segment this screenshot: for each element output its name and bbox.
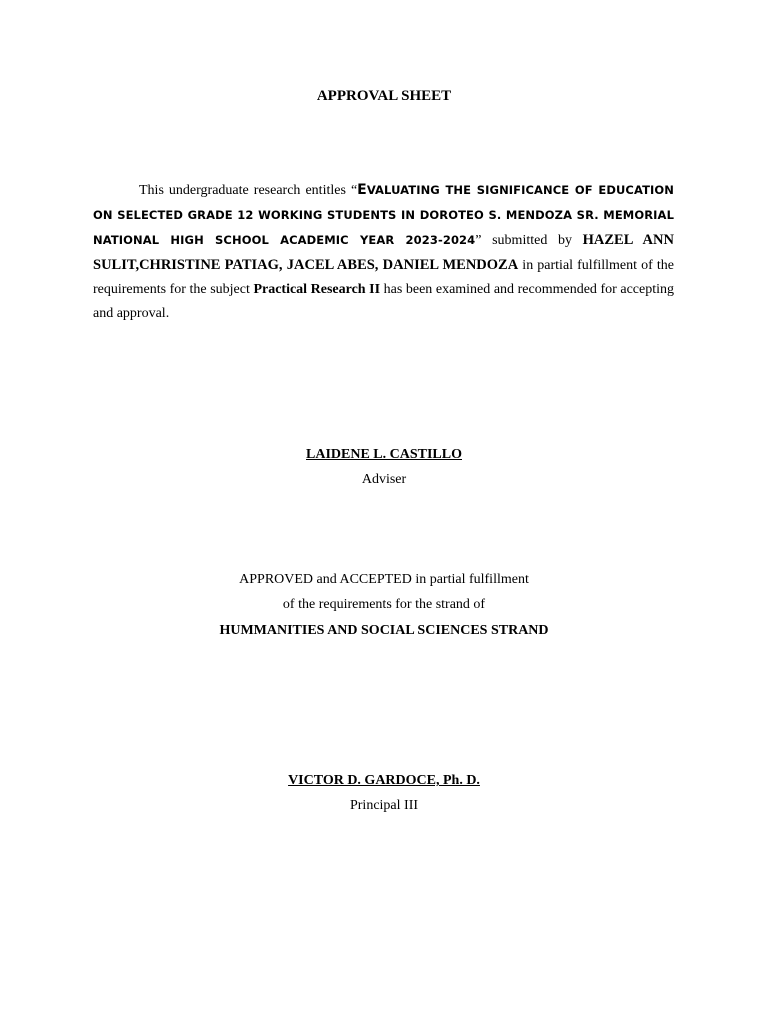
paragraph-fulfillment-text: in partial fulfillment of the requirements for the subject xyxy=(93,258,674,297)
paragraph-intro: This undergraduate research entitles “ xyxy=(139,183,358,198)
approval-statement-block xyxy=(0,571,768,640)
adviser-signature-block xyxy=(0,446,768,489)
approval-paragraph xyxy=(93,178,674,326)
paragraph-close-quote: ” xyxy=(475,233,482,248)
research-title-rest: VALUATING THE SIGNIFICANCE OF EDUCATION ON SELECTED GRADE 12 WORKING STUDENTS IN DOROTEO S. MENDOZA SR. MEMORIAL NATIONAL HIGH SCHOOL ACADEMIC YEAR 2023-2024 xyxy=(93,183,674,247)
research-subject: Practical Research II xyxy=(253,282,381,297)
principal-signature-block xyxy=(0,772,768,815)
paragraph-submitted-by: submitted by xyxy=(481,233,583,248)
approval-line-1: APPROVED and ACCEPTED in partial fulfillment xyxy=(239,572,529,587)
adviser-role: Adviser xyxy=(361,472,407,487)
strand-name: HUMMANITIES AND SOCIAL SCIENCES STRAND xyxy=(219,623,549,638)
adviser-name: LAIDENE L. CASTILLO xyxy=(306,447,462,462)
paragraph-ending: has been examined and recommended for accepting and approval. xyxy=(93,282,675,321)
research-title-first-letter: E xyxy=(357,182,367,198)
principal-name: VICTOR D. GARDOCE, Ph. D. xyxy=(288,773,480,788)
page-title: APPROVAL SHEET xyxy=(316,88,452,104)
principal-role: Principal III xyxy=(349,798,419,813)
approval-line-2: of the requirements for the strand of xyxy=(282,597,486,612)
research-authors: HAZEL ANN SULIT,CHRISTINE PATIAG, JACEL ABES, DANIEL MENDOZA xyxy=(93,232,674,273)
